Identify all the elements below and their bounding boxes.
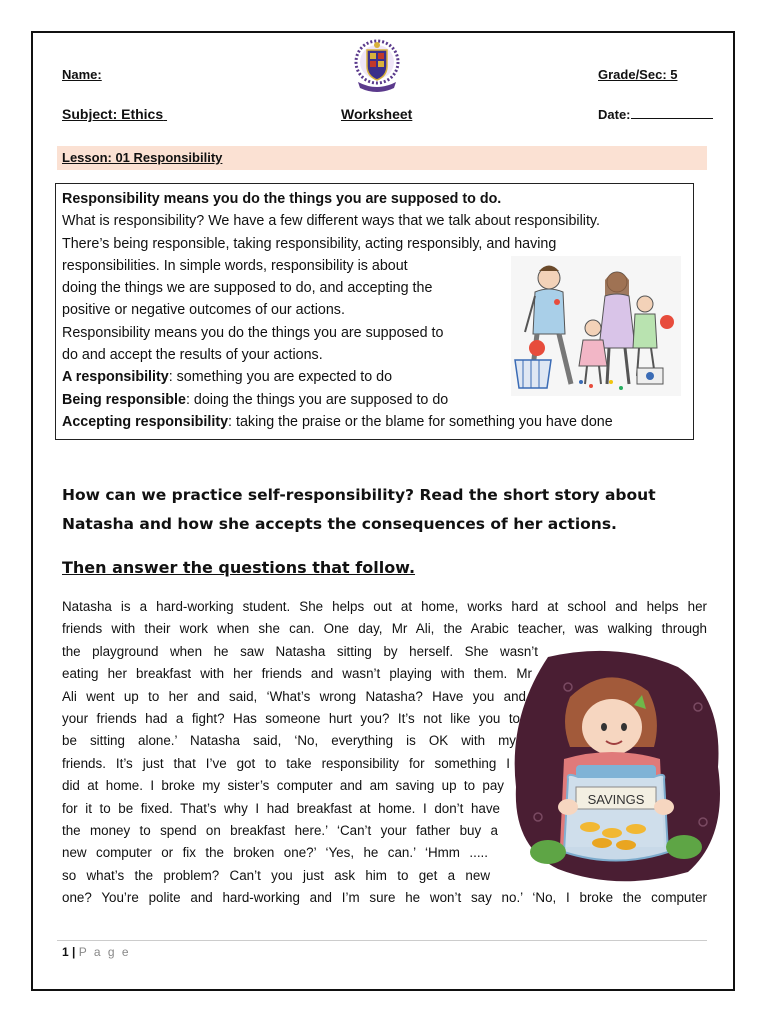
story-line: new computer or fix the broken one?’ ‘Yes, he can.’ ‘Hmm ..... [62, 845, 488, 861]
jar-label: SAVINGS [587, 792, 645, 807]
term-being-responsible: Being responsible: doing the things you are supposed to do [62, 391, 449, 408]
subject-label: Subject: Ethics [62, 106, 164, 122]
page-separator: | [72, 945, 76, 959]
definition-line: do and accept the results of your actions. [62, 347, 323, 364]
story-line: one? You’re polite and hard-working and I’m sure he won’t say no.’ ‘No, I broke the computer [62, 890, 707, 906]
definition-line: There’s being responsible, taking responsibility, acting responsibly, and having [62, 235, 557, 252]
story-line: did at home. I broke my sister’s computer and am saving up to pay [62, 778, 504, 794]
story-line: so what’s the problem? Can’t you just ask him to get a new [62, 867, 490, 883]
date-label: Date: [598, 107, 713, 122]
savings-jar-illustration [508, 647, 730, 885]
question-line-1: How can we practice self-responsibility? Read the short story about [62, 486, 656, 504]
definition-line: Responsibility means you do the things you are supposed to [62, 324, 444, 341]
lesson-bar [57, 146, 707, 170]
definition-box [55, 183, 694, 440]
story-line: your friends had a fight? Has someone hurt you? It’s not like you to [62, 711, 520, 727]
story-line: for it to be fixed. That’s why I had breakfast at home. I don’t have [62, 800, 500, 816]
story-line: the playground when he saw Natasha sitting by herself. She wasn’t [62, 643, 538, 659]
story-line: the money to spend on breakfast here.’ ‘Can’t your father buy a [62, 823, 498, 839]
worksheet-title: Worksheet [341, 106, 413, 122]
definition-line: What is responsibility? We have a few different ways that we talk about responsibility. [62, 213, 600, 230]
story-line: eating her breakfast with her friends and wasn’t playing with them. Mr [62, 666, 532, 682]
footer-rule [57, 940, 707, 941]
story-line: friends. It’s just that I’ve got to take responsibility for something I [62, 755, 510, 771]
page-footer [62, 945, 131, 959]
definition-line: responsibilities. In simple words, responsibility is about [62, 257, 408, 274]
definition-line: positive or negative outcomes of our actions. [62, 302, 345, 319]
story-line: Ali went up to her and said, ‘What’s wrong Natasha? Have you and [62, 688, 526, 704]
term-a-responsibility: A responsibility: something you are expected to do [62, 369, 393, 386]
page-label: P a g e [78, 945, 131, 959]
term-accepting-responsibility: Accepting responsibility: taking the praise or the blame for something you have done [62, 413, 613, 430]
question-line-2: Natasha and how she accepts the consequences of her actions. [62, 515, 617, 533]
grade-label: Grade/Sec: 5 [598, 67, 678, 82]
family-illustration [511, 256, 681, 396]
school-seal-icon [352, 38, 402, 94]
question-instruction: Then answer the questions that follow. [62, 558, 416, 577]
definition-line: doing the things we are supposed to do, and accepting the [62, 280, 433, 297]
page-number: 1 [62, 945, 69, 959]
lesson-title: Lesson: 01 Responsibility [62, 150, 223, 165]
story-line: Natasha is a hard-working student. She helps out at home, works hard at school and helps her [62, 599, 707, 614]
name-label: Name: [62, 67, 102, 82]
story-line: be sitting alone.’ Natasha said, ‘No, everything is OK with my [62, 733, 516, 749]
definition-heading: Responsibility means you do the things you are supposed to do. [62, 191, 502, 207]
story-line: friends with their work when she can. One day, Mr Ali, the Arabic teacher, was walking through [62, 621, 707, 637]
